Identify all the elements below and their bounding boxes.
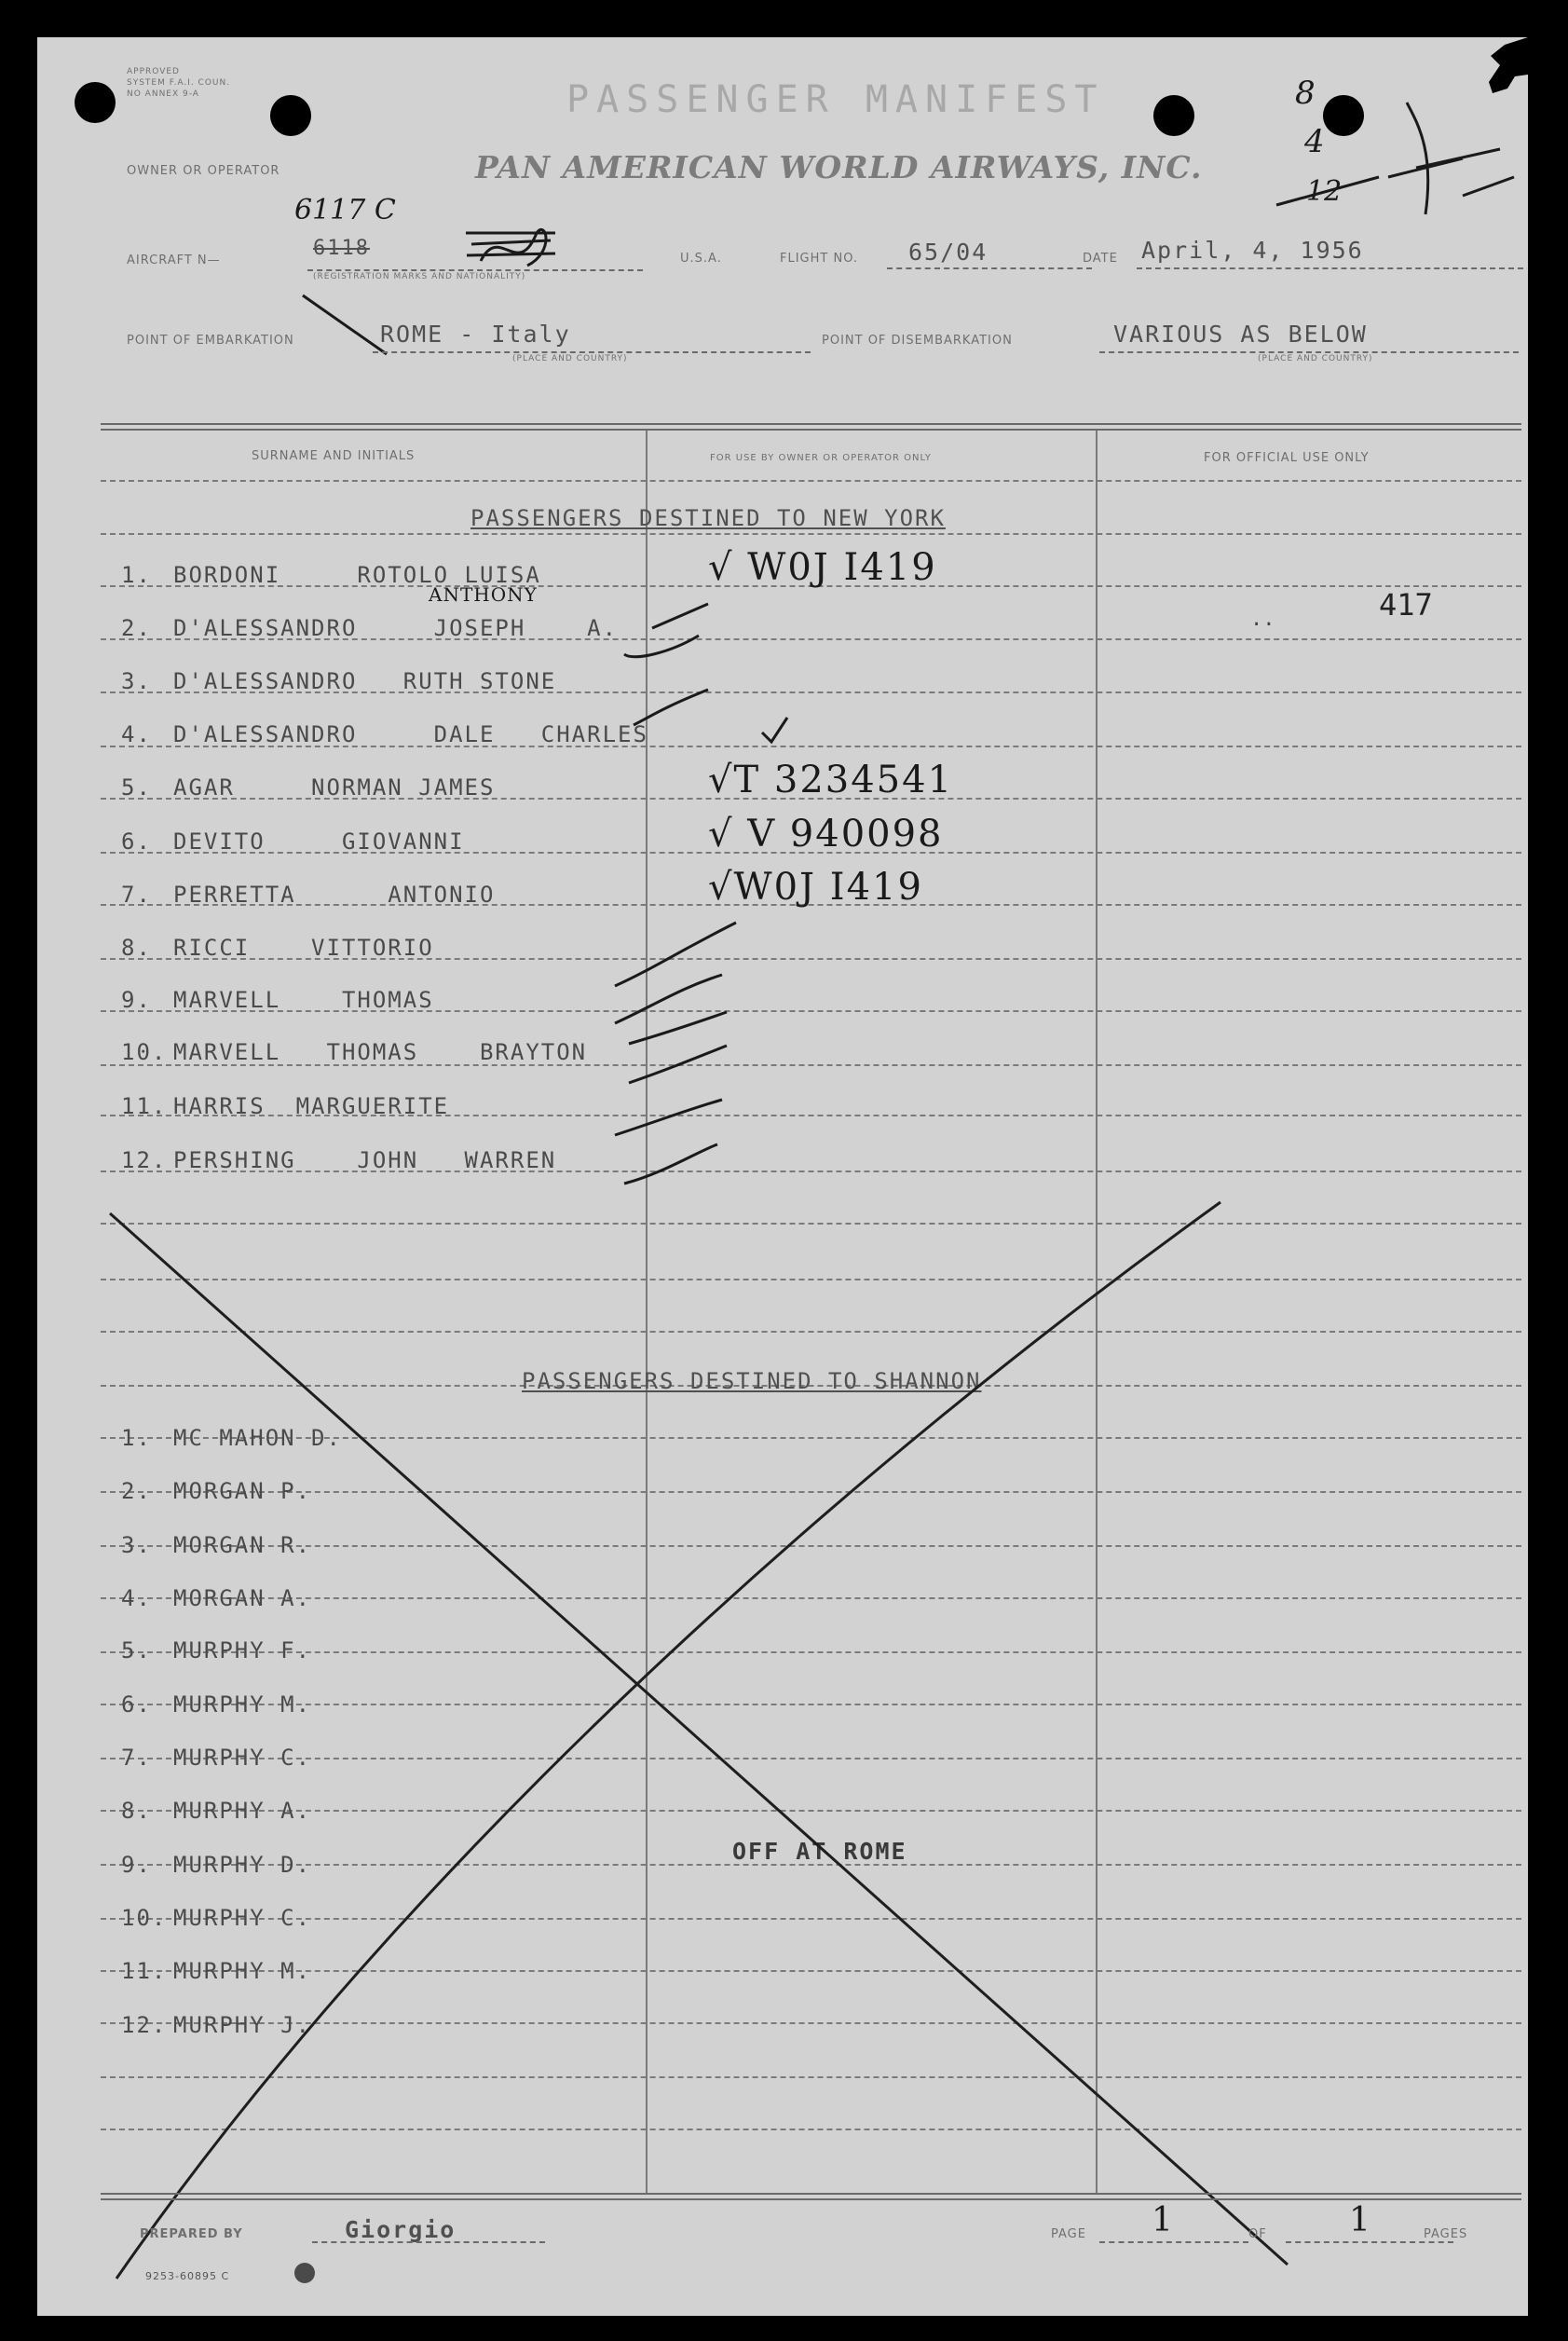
manifest-page <box>37 37 1528 2316</box>
passenger-name: PERRETTA ANTONIO <box>173 882 496 908</box>
prepared-label: PREPARED BY <box>140 2227 243 2241</box>
approval-line: APPROVED <box>127 67 180 76</box>
passenger-name: MARVELL THOMAS <box>173 987 434 1013</box>
passenger-number: 2. <box>121 615 152 641</box>
passenger-name: MURPHY C. <box>173 1745 312 1771</box>
date-label: DATE <box>1083 252 1118 266</box>
operator-note: √ V 940098 <box>708 813 944 856</box>
table-bottom-rule <box>101 2193 1521 2195</box>
rule <box>1286 2241 1453 2243</box>
passenger-number: 2. <box>121 1478 152 1504</box>
check-marks <box>596 568 876 1221</box>
passenger-name: DEVITO GIOVANNI <box>173 828 465 855</box>
union-bug-icon <box>294 2263 315 2283</box>
date-value: April, 4, 1956 <box>1141 237 1364 264</box>
corner-note: 4 <box>1304 123 1325 160</box>
passenger-number: 12. <box>121 1147 168 1173</box>
passenger-name: MURPHY F. <box>173 1637 312 1663</box>
section-heading-shannon: PASSENGERS DESTINED TO SHANNON <box>522 1368 982 1394</box>
passenger-name: PERSHING JOHN WARREN <box>173 1147 557 1173</box>
passenger-number: 3. <box>121 1532 152 1558</box>
passenger-number: 3. <box>121 668 152 694</box>
passenger-number: 11. <box>121 1093 168 1119</box>
approval-line: SYSTEM F.A.I. COUN. <box>127 78 231 88</box>
passenger-number: 8. <box>121 935 152 961</box>
page-value: 1 <box>1152 2201 1173 2239</box>
passenger-number: 7. <box>121 1745 152 1771</box>
passenger-number: 7. <box>121 882 152 908</box>
column-header: FOR OFFICIAL USE ONLY <box>1204 451 1370 465</box>
passenger-name: MC MAHON D. <box>173 1425 342 1451</box>
disembark-label: POINT OF DISEMBARKATION <box>822 334 1013 348</box>
embark-label: POINT OF EMBARKATION <box>127 334 294 348</box>
passenger-name: RICCI VITTORIO <box>173 935 434 961</box>
usa-label: U.S.A. <box>680 252 722 266</box>
passenger-name: D'ALESSANDRO RUTH STONE <box>173 668 557 694</box>
rule <box>312 2241 545 2243</box>
passenger-name: MURPHY M. <box>173 1958 312 1984</box>
passenger-number: 1. <box>121 1425 152 1451</box>
operator-note: √T 3234541 <box>708 759 954 801</box>
aircraft-label: AIRCRAFT N— <box>127 253 221 267</box>
passenger-name: MURPHY D. <box>173 1852 312 1878</box>
passenger-name: MORGAN R. <box>173 1532 312 1558</box>
of-label: OF <box>1248 2227 1267 2241</box>
owner-label: OWNER OR OPERATOR <box>127 164 280 178</box>
disembark-value: VARIOUS AS BELOW <box>1113 321 1368 348</box>
passenger-name: MARVELL THOMAS BRAYTON <box>173 1039 588 1065</box>
passenger-name: MURPHY M. <box>173 1691 312 1718</box>
passenger-name: AGAR NORMAN JAMES <box>173 774 496 801</box>
column-header: FOR USE BY OWNER OR OPERATOR ONLY <box>710 453 932 463</box>
embark-caption: (PLACE AND COUNTRY) <box>512 354 628 363</box>
passenger-name: MURPHY C. <box>173 1905 312 1931</box>
page-label: PAGE <box>1051 2227 1086 2241</box>
passenger-number: 9. <box>121 1852 152 1878</box>
corner-note: 12 <box>1306 175 1343 208</box>
embark-value: ROME - Italy <box>380 321 571 348</box>
aircraft-value: 6117 C <box>294 194 396 226</box>
official-number: 417 <box>1379 587 1433 623</box>
passenger-number: 6. <box>121 1691 152 1718</box>
prepared-value: Giorgio <box>345 2216 457 2243</box>
disembark-caption: (PLACE AND COUNTRY) <box>1258 354 1373 363</box>
operator-note: √ W0J I419 <box>708 546 937 589</box>
passenger-number: 10. <box>121 1905 168 1931</box>
passenger-number: 6. <box>121 828 152 855</box>
passenger-name: HARRIS MARGUERITE <box>173 1093 450 1119</box>
section-heading-new-york: PASSENGERS DESTINED TO NEW YORK <box>470 505 946 531</box>
table-bottom-rule <box>101 2198 1521 2200</box>
registration-caption: (REGISTRATION MARKS AND NATIONALITY) <box>313 272 526 281</box>
passenger-number: 1. <box>121 562 152 588</box>
passenger-number: 8. <box>121 1798 152 1824</box>
approval-line: NO ANNEX 9-A <box>127 89 199 99</box>
passenger-name: MORGAN P. <box>173 1478 312 1504</box>
column-header: SURNAME AND INITIALS <box>252 449 416 463</box>
owner-value: PAN AMERICAN WORLD AIRWAYS, INC. <box>475 149 1203 185</box>
passenger-number: 10. <box>121 1039 168 1065</box>
passenger-number: 12. <box>121 2012 168 2038</box>
operator-note: √W0J I419 <box>708 866 923 909</box>
passenger-number: 4. <box>121 721 152 747</box>
passenger-name: D'ALESSANDRO DALE CHARLES <box>173 721 648 747</box>
passenger-number: 5. <box>121 774 152 801</box>
passenger-number: 5. <box>121 1637 152 1663</box>
rule <box>1099 2241 1248 2243</box>
flight-label: FLIGHT NO. <box>780 252 859 266</box>
of-value: 1 <box>1349 2201 1370 2239</box>
passenger-name: MURPHY A. <box>173 1798 312 1824</box>
page-title: PASSENGER MANIFEST <box>566 78 1105 121</box>
form-number: 9253-60895 C <box>145 2270 230 2282</box>
aircraft-struck: 6118 <box>313 237 370 260</box>
insert-note: ANTHONY <box>429 583 538 606</box>
passenger-number: 11. <box>121 1958 168 1984</box>
remark-off-at-rome: OFF AT ROME <box>732 1838 907 1865</box>
passenger-number: 4. <box>121 1585 152 1611</box>
flight-value: 65/04 <box>908 239 989 266</box>
corner-note: 8 <box>1295 75 1316 112</box>
passenger-name: BORDONI ROTOLO LUISA <box>173 562 541 588</box>
pages-label: PAGES <box>1424 2227 1468 2241</box>
passenger-name: MURPHY J. <box>173 2012 312 2038</box>
passenger-number: 9. <box>121 987 152 1013</box>
passenger-name: MORGAN A. <box>173 1585 312 1611</box>
ditto-mark: .. <box>1250 608 1275 631</box>
passenger-name: D'ALESSANDRO JOSEPH A. <box>173 615 619 641</box>
